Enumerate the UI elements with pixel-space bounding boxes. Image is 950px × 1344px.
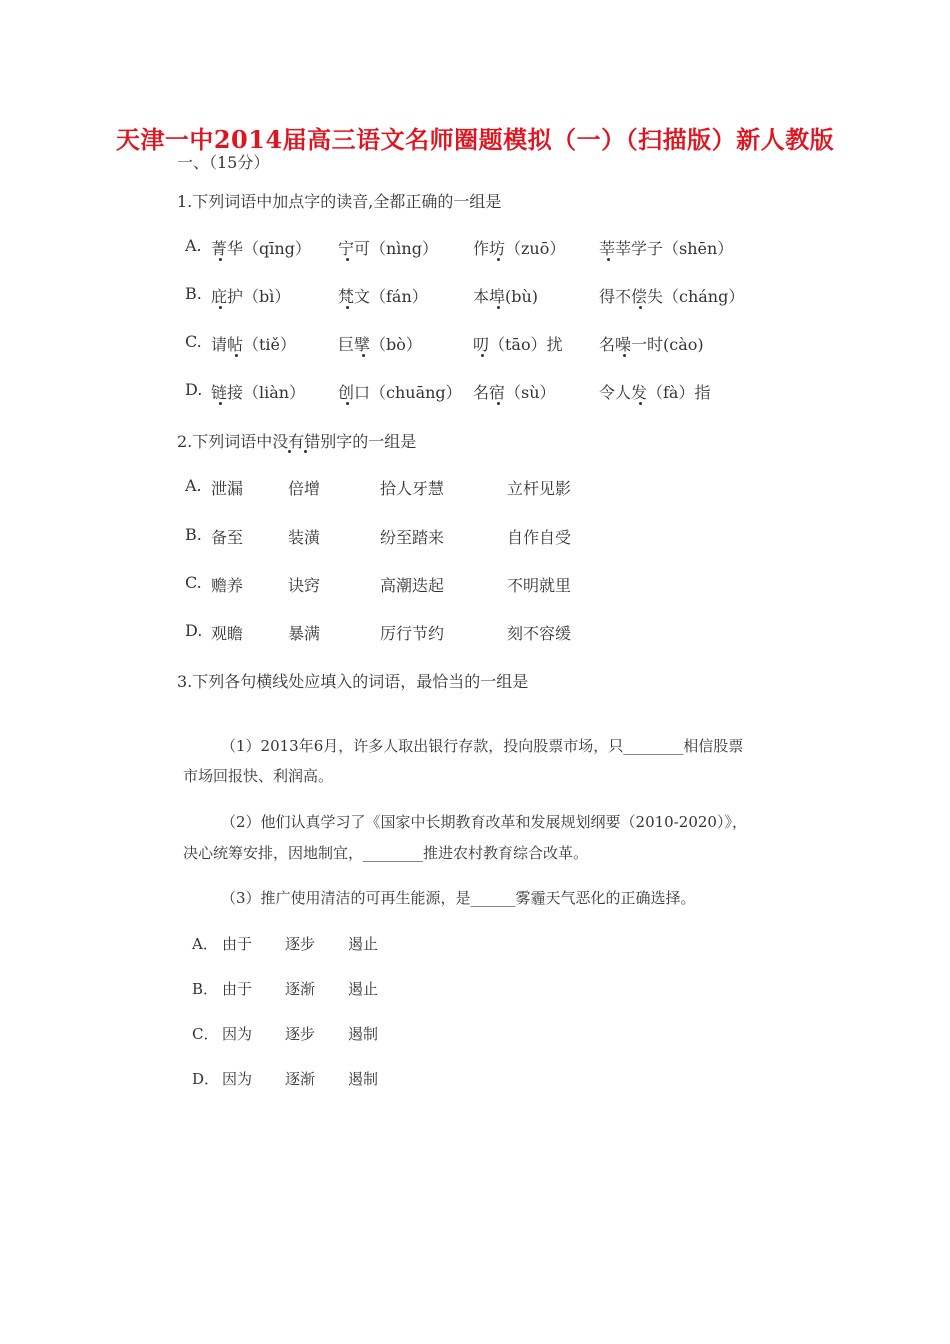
emphasis-dot	[362, 354, 365, 357]
option-item: 不明就里	[507, 576, 572, 595]
option-item: 遏止	[348, 980, 379, 998]
q2-stem: 2.下列词语中没有错别字的一组是	[177, 432, 417, 451]
q3-sentence-1-line-2: 市场回报快、利润高。	[183, 767, 334, 785]
option-item: 纷至踏来	[380, 528, 445, 547]
q3-stem: 3.下列各句横线处应填入的词语，最恰当的一组是	[177, 672, 529, 691]
option-item: 拾人牙慧	[380, 479, 445, 498]
option-item: 巨擘（bò）	[338, 335, 422, 354]
option-item: 逐渐	[285, 980, 316, 998]
option-item: 诀窍	[288, 576, 321, 595]
q3-sentence-3: （3）推广使用清洁的可再生能源，是______雾霾天气恶化的正确选择。	[221, 889, 696, 907]
option-item: 立杆见影	[507, 479, 572, 498]
option-label: B.	[185, 284, 202, 303]
q1-stem: 1.下列词语中加点字的读音,全都正确的一组是	[177, 192, 502, 211]
option-item: 遏制	[348, 1025, 379, 1043]
q3-sentence-2-line-2: 决心统筹安排，因地制宜，________推进农村教育综合改革。	[183, 844, 589, 862]
option-item: 菁华（qīng）	[211, 239, 311, 258]
emphasis-dot	[497, 306, 500, 309]
option-label: C.	[185, 332, 202, 351]
option-item: 刻不容缓	[507, 624, 572, 643]
option-item: 逐步	[285, 935, 316, 953]
option-item: 观瞻	[211, 624, 244, 643]
emphasis-dot	[497, 402, 500, 405]
option-label: B．	[192, 980, 219, 998]
option-item: 莘莘学子（shēn）	[599, 239, 734, 258]
option-item: 由于	[222, 935, 253, 953]
option-item: 宁可（nìng）	[338, 239, 438, 258]
option-item: 由于	[222, 980, 253, 998]
option-label: D．	[192, 1070, 220, 1088]
option-item: 逐渐	[285, 1070, 316, 1088]
option-label: B.	[185, 525, 202, 544]
option-label: A.	[185, 236, 202, 255]
option-item: 名宿（sù）	[473, 383, 556, 402]
option-item: 请帖（tiě）	[211, 335, 297, 354]
option-item: 遏制	[348, 1070, 379, 1088]
option-label: D.	[185, 621, 203, 640]
option-item: 令人发（fà）指	[599, 383, 711, 402]
option-label: A.	[185, 476, 202, 495]
emphasis-dot	[346, 306, 349, 309]
emphasis-dot	[219, 402, 222, 405]
option-item: 本埠(bù)	[473, 287, 539, 306]
q3-sentence-2-line-1: （2）他们认真学习了《国家中长期教育改革和发展规划纲要（2010-2020）》，	[221, 813, 747, 831]
q3-sentence-1-line-1: （1）2013年6月，许多人取出银行存款，投向股票市场，只________相信股票	[221, 737, 744, 755]
emphasis-dot	[235, 354, 238, 357]
option-item: 自作自受	[507, 528, 572, 547]
emphasis-dot	[639, 306, 642, 309]
emphasis-dot	[607, 258, 610, 261]
option-item: 逐步	[285, 1025, 316, 1043]
option-item: 高潮迭起	[380, 576, 445, 595]
option-item: 创口（chuāng）	[338, 383, 462, 402]
option-label: A．	[192, 935, 218, 953]
option-item: 叨（tāo）扰	[473, 335, 563, 354]
option-label: D.	[185, 380, 203, 399]
option-item: 装潢	[288, 528, 321, 547]
option-label: C.	[185, 573, 202, 592]
option-label: C．	[192, 1025, 219, 1043]
option-item: 因为	[222, 1025, 253, 1043]
emphasis-dot	[639, 402, 642, 405]
option-item: 泄漏	[211, 479, 244, 498]
option-item: 庇护（bì）	[211, 287, 291, 306]
page-title: 天津一中2014届高三语文名师圈题模拟（一）（扫描版）新人教版	[115, 125, 835, 154]
emphasis-dot	[346, 402, 349, 405]
option-item: 备至	[211, 528, 244, 547]
option-item: 名噪一时(cào)	[599, 335, 704, 354]
option-item: 因为	[222, 1070, 253, 1088]
option-item: 赡养	[211, 576, 244, 595]
emphasis-dot	[219, 258, 222, 261]
option-item: 暴满	[288, 624, 321, 643]
option-item: 得不偿失（cháng）	[599, 287, 745, 306]
emphasis-dot	[481, 354, 484, 357]
option-item: 作坊（zuō）	[473, 239, 566, 258]
option-item: 厉行节约	[380, 624, 445, 643]
emphasis-dot	[219, 306, 222, 309]
option-item: 链接（liàn）	[211, 383, 306, 402]
section-heading: 一、（15分）	[177, 153, 270, 172]
emphasis-dot	[623, 354, 626, 357]
option-item: 梵文（fán）	[338, 287, 428, 306]
emphasis-dot	[346, 258, 349, 261]
option-item: 倍增	[288, 479, 321, 498]
emphasis-dot	[497, 258, 500, 261]
option-item: 遏止	[348, 935, 379, 953]
